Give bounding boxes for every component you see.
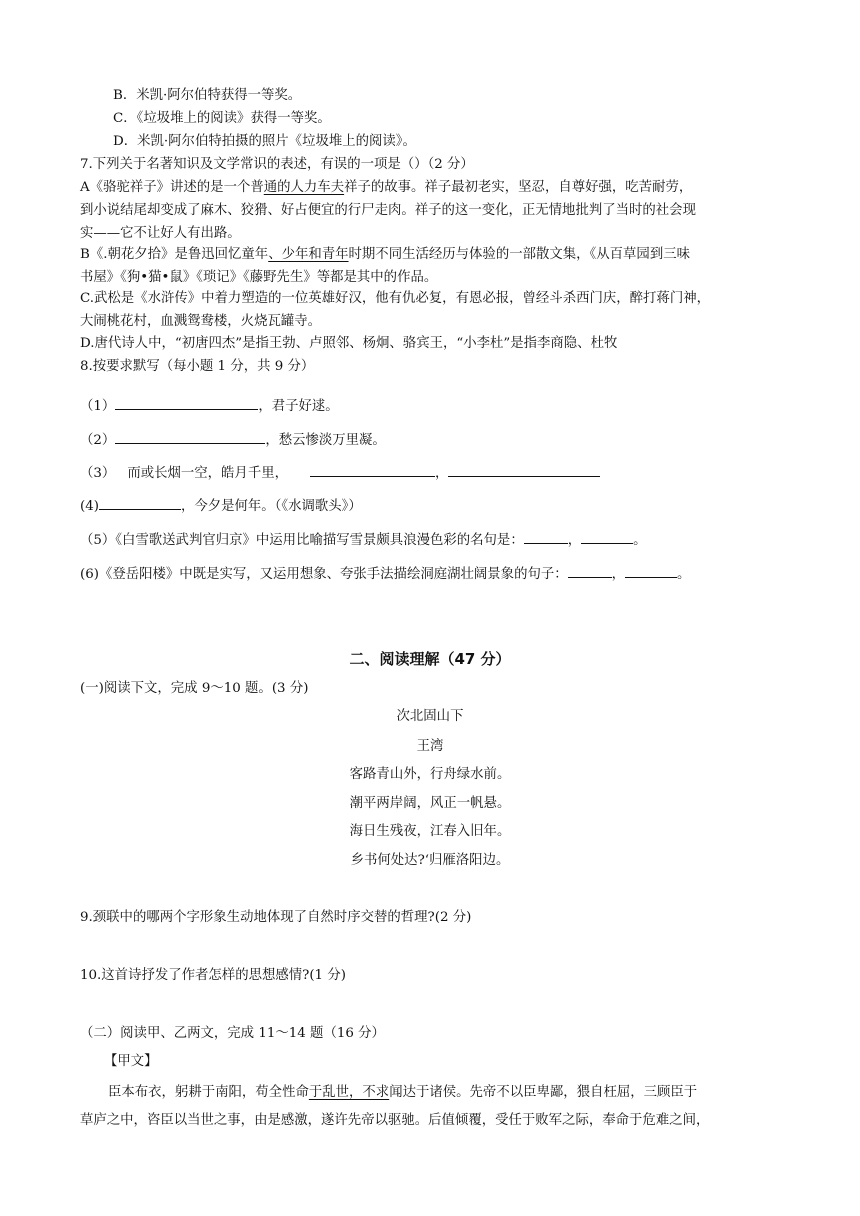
jia-label: 【甲文】 [104, 1054, 158, 1069]
section-2-title: 二、阅读理解（47 分） [349, 650, 511, 668]
q6-option-c: C．《垃圾堆上的阅读》获得一等奖。 [113, 111, 331, 126]
part1-intro: (一)阅读下文，完成 9～10 题。(3 分) [80, 681, 309, 696]
q7-a-text-pre: A《骆驼祥子》讲述的是一个普 [80, 180, 264, 195]
q7-option-b-line2: 书屋》《狗•猫•鼠》《琐记》《藤野先生》等都是其中的作品。 [80, 270, 438, 285]
question-9: 9.颈联中的哪两个字形象生动地体现了自然时序交替的哲理?(2 分) [80, 910, 472, 925]
q7-option-b-line1 [80, 246, 690, 264]
q6-option-b: B．米凯·阿尔伯特获得一等奖。 [113, 88, 302, 103]
q8-item-3-blank-1[interactable] [310, 463, 435, 477]
q7-option-d-line1: D.唐代诗人中，“初唐四杰”是指王勃、卢照邻、杨炯、骆宾王，“小李杜”是指李商隐、杜牧 [80, 336, 618, 351]
q8-item-1-tail: ，君子好逑。 [258, 399, 339, 414]
q8-item-2 [80, 430, 386, 450]
jia-paragraph-line1 [108, 1084, 697, 1102]
q8-item-5-end: 。 [633, 533, 647, 548]
q8-item-1 [80, 396, 339, 416]
q8-stem: 8.按要求默写（每小题 1 分，共 9 分） [80, 359, 315, 374]
q8-item-5-blank-1[interactable] [524, 530, 568, 544]
q7-option-c-line1: C.武松是《水浒传》中着力塑造的一位英雄好汉，他有仇必复，有恩必报，曾经斗杀西门庆，醉打蒋门神， [80, 291, 710, 306]
q8-item-3-text: 而或长烟一空，皓月千里， [127, 466, 288, 481]
poem-line-3: 海日生残夜，江春入旧年。 [349, 824, 511, 839]
q7-a-text-post: 祥子的故事。祥子最初老实，坚忍，自尊好强，吃苦耐劳， [344, 180, 693, 195]
q8-item-2-blank[interactable] [115, 430, 265, 444]
q8-item-5-text: （5）《白雪歌送武判官归京》中运用比喻描写雪景颇具浪漫色彩的名句是： [80, 533, 524, 548]
poem-line-1: 客路青山外，行舟绿水前。 [349, 767, 511, 782]
q7-b-underlined: 、少年和青年 [268, 247, 349, 262]
q8-item-4-number: (4) [80, 499, 99, 514]
q8-item-6-comma: ， [611, 567, 626, 582]
q8-item-4-tail: ，今夕是何年。（《水调歌头》） [180, 499, 362, 514]
jia-p1-post: 闻达于诸侯。先帝不以臣卑鄙，猥自枉屈，三顾臣于 [389, 1085, 698, 1100]
q8-item-6-blank-2[interactable] [625, 564, 677, 578]
q8-item-2-tail: ，愁云惨淡万里凝。 [265, 433, 386, 448]
poem-author: 王湾 [416, 739, 444, 754]
q7-b-text-post: 时期不同生活经历与体验的一部散文集，《从百草园到三味 [348, 247, 690, 262]
q7-a-underlined: 通的人力车夫 [263, 180, 345, 195]
question-10: 10.这首诗抒发了作者怎样的思想感情?(1 分) [80, 968, 346, 983]
q7-b-text-pre: B《.朝花夕拾》是鲁迅回忆童年 [80, 247, 269, 262]
q8-item-4 [80, 496, 362, 516]
q7-option-a-line2: 到小说结尾却变成了麻木、狡猾、好占便宜的行尸走肉。祥子的这一变化，正无情地批判了当时的社会现 [80, 203, 696, 218]
poem-line-4: 乡书何处达?‘归雁洛阳边。 [350, 853, 510, 868]
jia-paragraph-line2: 草庐之中，咨臣以当世之事，由是感激，遂许先帝以驱驰。后值倾覆，受任于败军之际，奉命于危难之间， [80, 1113, 710, 1128]
q8-item-2-number: （2） [80, 433, 116, 448]
q7-option-a-line1 [80, 179, 692, 197]
poem-line-2: 潮平两岸阔，风正一帆悬。 [349, 796, 511, 811]
q8-item-5-comma: ， [567, 533, 582, 548]
q8-item-3 [80, 463, 600, 483]
part2-intro: （二）阅读甲、乙两文，完成 11～14 题（16 分） [80, 1026, 385, 1041]
q8-item-3-number: （3） [80, 466, 116, 481]
q8-item-6 [80, 564, 690, 584]
q8-item-1-blank[interactable] [115, 396, 258, 410]
q8-item-6-text: (6)《登岳阳楼》中既是实写，又运用想象、夸张手法描绘洞庭湖壮阔景象的句子： [80, 567, 568, 582]
jia-p1-pre: 臣本布衣，躬耕于南阳，苟全性命 [108, 1085, 309, 1100]
q8-item-6-end: 。 [677, 567, 691, 582]
q8-item-6-blank-1[interactable] [568, 564, 612, 578]
q8-item-4-blank[interactable] [99, 496, 181, 510]
q8-item-1-number: （1） [80, 399, 116, 414]
q8-item-3-blank-2[interactable] [448, 463, 600, 477]
q6-option-d: D．米凯·阿尔伯特拍摄的照片《垃圾堆上的阅读》。 [113, 134, 416, 149]
q8-item-5 [80, 530, 647, 550]
poem-title: 次北固山下 [396, 709, 464, 724]
q7-option-c-line2: 大闹桃花村，血溅鸳鸯楼，火烧瓦罐寺。 [80, 314, 322, 329]
q7-option-a-line3: 实——它不让好人有出路。 [80, 226, 241, 241]
q8-item-5-blank-2[interactable] [581, 530, 633, 544]
q7-stem: 7.下列关于名著知识及文学常识的表述，有误的一项是（）（2 分） [80, 157, 474, 172]
jia-p1-underlined: 于乱世，不求 [308, 1085, 390, 1100]
q8-item-3-comma: ， [435, 466, 449, 481]
